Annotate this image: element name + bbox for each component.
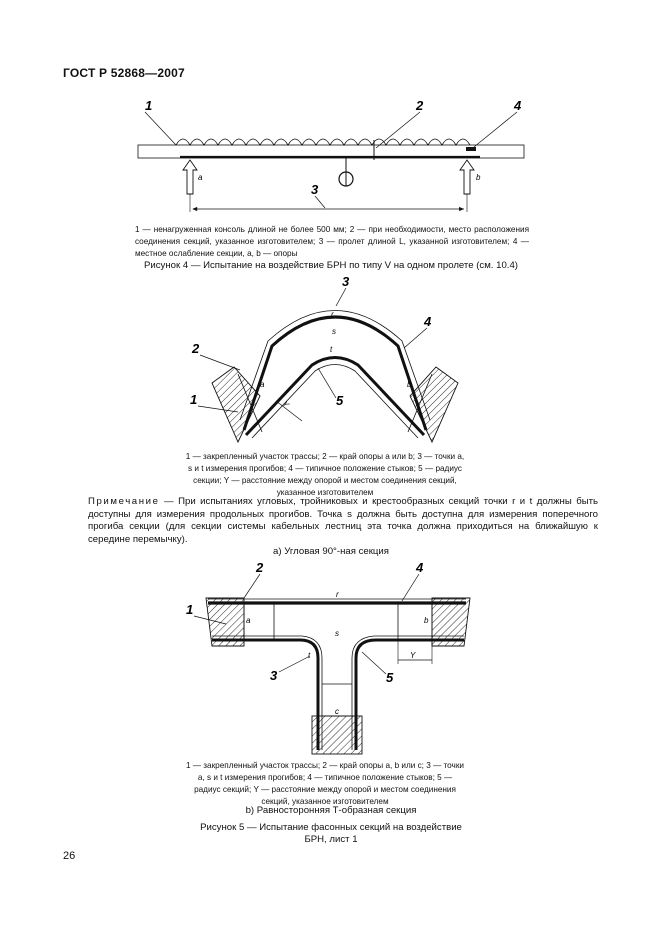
figure-4-legend: 1 — ненагруженная консоль длиной не более 500 мм; 2 — при необходимости, место расположения соединения секций, указанное изготовителем; 3 — пролет длиной L, указанной изготовителем; 4 — местное ослабление секции, a, b — опоры (135, 225, 529, 258)
callout-5: 5 (336, 393, 344, 408)
label-a: a (246, 616, 251, 625)
callout-3: 3 (270, 668, 278, 683)
label-b: b (424, 616, 429, 625)
label-r: r (336, 590, 339, 599)
note-text: — При испытаниях угловых, тройниковых и крестообразных секций точки r и t должны быть доступны для измерения продольных прогибов. Точка s должна быть доступна для измерения поперечного прогиба секции (для секции системы кабельных лестниц эта точка должна приходиться на ближайшую к середине перемычку). (88, 496, 598, 545)
figure-5b-subcaption: b) Равносторонняя Т-образная секция (245, 805, 417, 816)
callout-2: 2 (192, 341, 200, 356)
callout-2: 2 (256, 560, 264, 575)
load-scallops (176, 139, 470, 145)
figure-5a-drawing (0, 270, 662, 450)
label-y: Y (410, 651, 416, 660)
figure-5a-legend: 1 — закрепленный участок трассы; 2 — край опоры a или b; 3 — точки a, s и t измерения прогибов; 4 — типичное положение стыков; 5 — радиус секции; Y — расстояние между опорой и местом соединения секций, указанное изготовителем (185, 452, 465, 497)
label-r: r (331, 310, 334, 319)
support-a-arrow (183, 160, 197, 194)
figure-5-caption-line1: Рисунок 5 — Испытание фасонных секций на воздействие (200, 822, 462, 833)
figure-4-caption: Рисунок 4 — Испытание на воздействие БРН по типу V на одном пролете (см. 10.4) (143, 260, 519, 271)
callout-2: 2 (416, 98, 424, 113)
label-a: a (198, 173, 203, 182)
figure-5-caption-line2: БРН, лист 1 (304, 834, 358, 845)
figure-5a-subcaption: a) Угловая 90°-ная секция (273, 546, 389, 557)
label-b: b (407, 380, 412, 389)
label-t: t (308, 651, 311, 660)
callout-4: 4 (514, 98, 522, 113)
label-s: s (335, 629, 339, 638)
page-number: 26 (63, 850, 76, 862)
label-y: Y (280, 399, 291, 410)
callout-4: 4 (416, 560, 424, 575)
note-paragraph (88, 496, 598, 546)
document-header: ГОСТ Р 52868—2007 (63, 66, 185, 80)
callout-3: 3 (342, 274, 350, 289)
callout-4: 4 (424, 314, 432, 329)
note-label: Примечание (88, 496, 160, 507)
support-b-arrow (460, 160, 474, 194)
label-s: s (332, 327, 336, 336)
label-c: c (335, 707, 339, 716)
inner-rail-left (212, 640, 318, 750)
figure-5b-drawing (0, 560, 662, 760)
callout-5: 5 (386, 670, 394, 685)
label-t: t (330, 345, 333, 354)
callout-1: 1 (186, 602, 194, 617)
figure-5b-legend: 1 — закрепленный участок трассы; 2 — край опоры a, b или c; 3 — точки a, s и t измерения прогибов; 4 — типичное положение стыков; 5 — радиус секций; Y — расстояние между опорой и местом соединения секций, указанное изготовителем (186, 761, 464, 806)
figure-4-drawing (0, 90, 662, 220)
callout-1: 1 (190, 392, 198, 407)
callout-3: 3 (311, 182, 319, 197)
weakening-mark (466, 147, 476, 151)
callout-1: 1 (145, 98, 153, 113)
label-a: a (260, 380, 265, 389)
label-b: b (476, 173, 481, 182)
